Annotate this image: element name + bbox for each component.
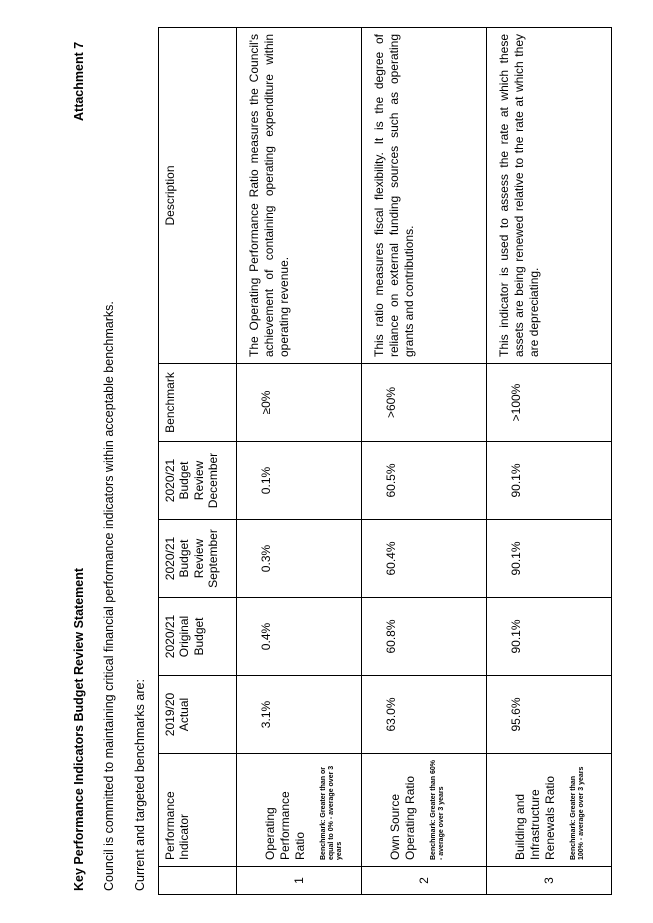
- review-december-value: 90.1%: [487, 442, 612, 520]
- row-number: 1: [237, 867, 362, 895]
- kpi-table: [158, 27, 612, 895]
- original-budget-value: 60.8%: [362, 598, 487, 676]
- benchmark-note: Benchmark: Greater than or equal to 0% - average over 3 years: [320, 765, 344, 860]
- row-number: 3: [487, 867, 612, 895]
- benchmark-note: Benchmark: Greater than 100% - average over 3 years: [570, 766, 586, 860]
- indicator-name: Own Source Operating Ratio: [388, 775, 417, 860]
- review-december-value: 0.1%: [237, 442, 362, 520]
- table-row: [362, 28, 487, 895]
- benchmark-value: >100%: [487, 364, 612, 442]
- actual-2019-20-value: 3.1%: [237, 676, 362, 754]
- header-review-september: 2020/21 Budget Review September: [159, 520, 237, 598]
- original-budget-value: 90.1%: [487, 598, 612, 676]
- indicator-cell: [237, 754, 362, 867]
- actual-2019-20-value: 63.0%: [362, 676, 487, 754]
- header-actual-2019-20: 2019/20 Actual: [159, 676, 237, 754]
- header-original-budget: 2020/21 Original Budget: [159, 598, 237, 676]
- benchmarks-intro: Current and targeted benchmarks are:: [133, 679, 147, 891]
- review-september-value: 0.3%: [237, 520, 362, 598]
- review-december-value: 60.5%: [362, 442, 487, 520]
- table-header-row: [159, 28, 237, 895]
- indicator-name: Operating Performance Ratio: [263, 791, 307, 860]
- indicator-name: Building and Infrastructure Renewals Ratio: [513, 775, 557, 860]
- indicator-cell: [487, 754, 612, 867]
- original-budget-value: 0.4%: [237, 598, 362, 676]
- actual-2019-20-value: 95.6%: [487, 676, 612, 754]
- attachment-label: Attachment 7: [72, 41, 86, 121]
- description-text: This ratio measures fiscal flexibility. It is the degree of reliance on external funding sources such as operating grants and contributions.: [362, 28, 487, 364]
- benchmark-value: >60%: [362, 364, 487, 442]
- header-indicator: Performance Indicator: [159, 754, 237, 867]
- benchmark-note: Benchmark: Greater than 60% - average over 3 years: [430, 760, 446, 860]
- header-benchmark: Benchmark: [159, 364, 237, 442]
- header-description: Description: [159, 28, 237, 364]
- review-september-value: 60.4%: [362, 520, 487, 598]
- description-text: This indicator is used to assess the rate at which these assets are being renewed relative to the rate at which they are depreciating.: [487, 28, 612, 364]
- review-september-value: 90.1%: [487, 520, 612, 598]
- row-number: 2: [362, 867, 487, 895]
- table-row: [237, 28, 362, 895]
- description-text: The Operating Performance Ratio measures the Council's achievement of containing operating expenditure within operating revenue.: [237, 28, 362, 364]
- header-number: [159, 867, 237, 895]
- table-row: [487, 28, 612, 895]
- header-review-december: 2020/21 Budget Review December: [159, 442, 237, 520]
- intro-text: Council is committed to maintaining critical financial performance indicators within acceptable benchmarks.: [102, 301, 116, 891]
- page-heading: Key Performance Indicators Budget Review Statement: [72, 567, 86, 891]
- benchmark-value: ≥0%: [237, 364, 362, 442]
- indicator-cell: [362, 754, 487, 867]
